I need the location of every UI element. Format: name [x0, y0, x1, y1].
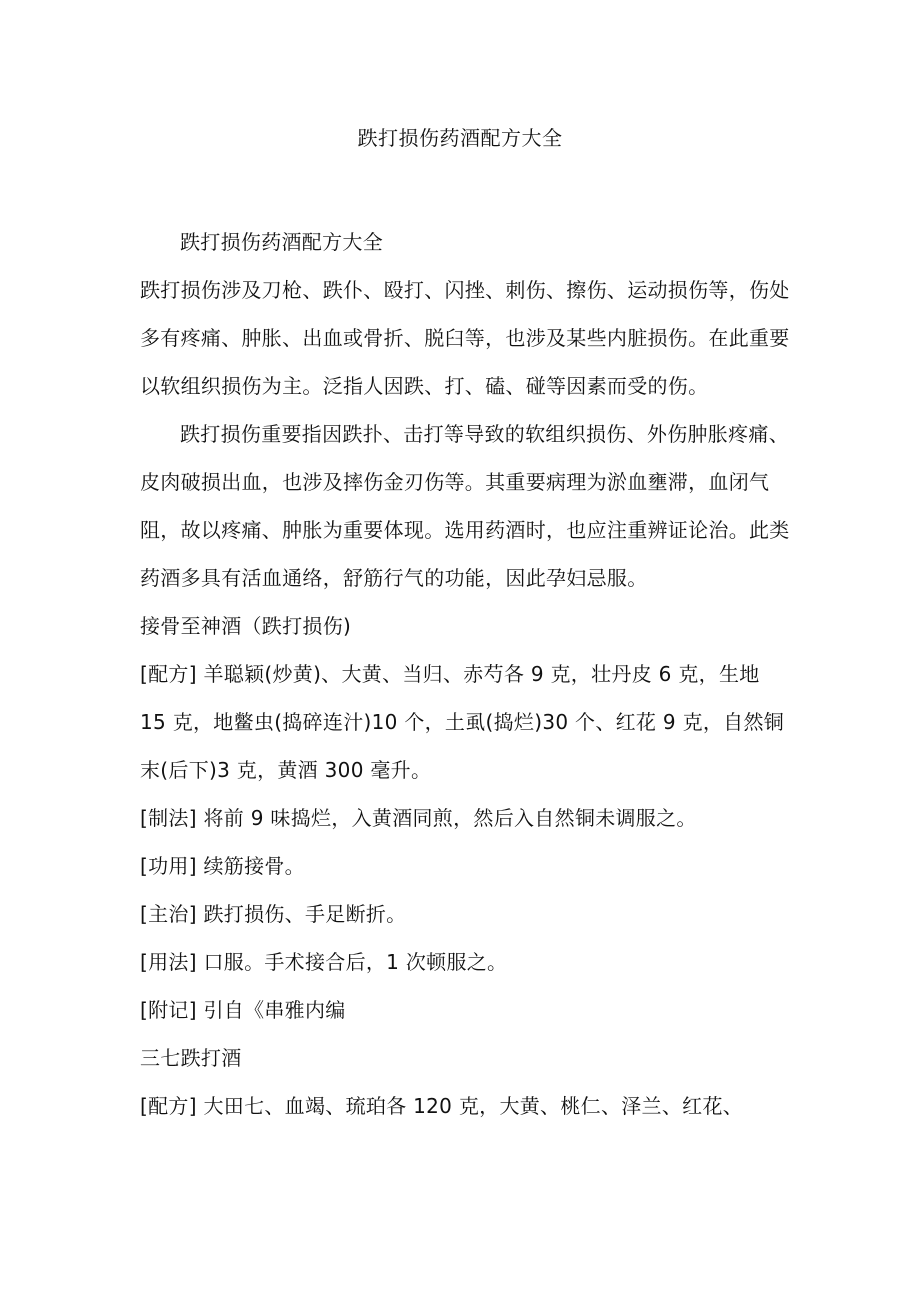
recipe-indication: [主治] 跌打损伤、手足断折。	[140, 902, 407, 926]
section-heading: 跌打损伤药酒配方大全	[180, 230, 383, 254]
recipe-usage: [用法] 口服。手术接合后，1 次顿服之。	[140, 950, 508, 974]
recipe-formula: [配方] 羊聪颖(炒黄)、大黄、当归、赤芍各 9 克，壮丹皮 6 克，生地 15 克，地鳖虫(捣碎连汁)10 个，土虱(捣烂)30 个、红花 9 克，自然铜末(后下)3 克，黄酒 300 毫升。	[140, 662, 785, 782]
recipe-title: 三七跌打酒	[140, 1046, 242, 1070]
document-body	[140, 218, 790, 1130]
recipe-note: [附记] 引自《串雅内编	[140, 998, 346, 1022]
recipe-method: [制法] 将前 9 味捣烂，入黄酒同煎，然后入自然铜未调服之。	[140, 806, 697, 830]
paragraph-intro: 跌打损伤涉及刀枪、跌仆、殴打、闪挫、刺伤、擦伤、运动损伤等，伤处多有疼痛、肿胀、出血或骨折、脱臼等，也涉及某些内脏损伤。在此重要以软组织损伤为主。泛指人因跌、打、磕、碰等因素而受的伤。	[140, 278, 790, 398]
recipe-title: 接骨至神酒（跌打损伤)	[140, 614, 352, 638]
recipe-function: [功用] 续筋接骨。	[140, 854, 305, 878]
recipe-formula: [配方] 大田七、血竭、琉珀各 120 克，大黄、桃仁、泽兰、红花、	[140, 1094, 744, 1118]
page-title: 跌打损伤药酒配方大全	[357, 126, 563, 150]
paragraph-pathology: 跌打损伤重要指因跌扑、击打等导致的软组织损伤、外伤肿胀疼痛、皮肉破损出血，也涉及摔伤金刃伤等。其重要病理为淤血壅滞，血闭气阻，故以疼痛、肿胀为重要体现。选用药酒时，也应注重辨证论治。此类药酒多具有活血通络，舒筋行气的功能，因此孕妇忌服。	[140, 422, 790, 590]
